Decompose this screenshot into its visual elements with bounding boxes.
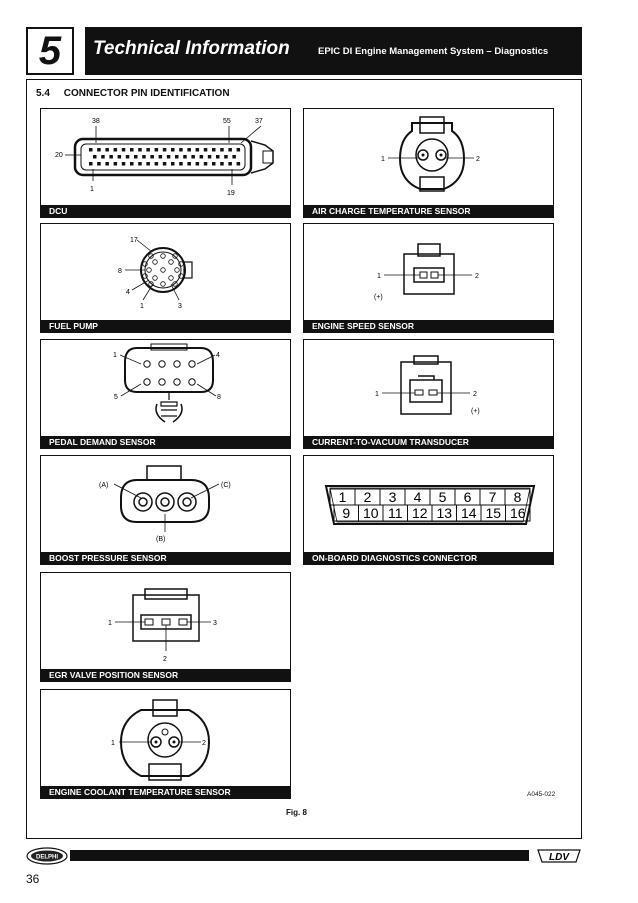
dcu-pin [216, 155, 220, 159]
dcu-pin [167, 155, 171, 159]
dcu-pin [220, 162, 224, 166]
fuel-pump-pin [179, 262, 184, 267]
fuel-pump-pin [161, 282, 166, 287]
dcu-pin [130, 148, 134, 152]
page-number: 36 [26, 872, 40, 886]
engine-speed-label: 2 [475, 273, 479, 280]
section-title: 5.4 CONNECTOR PIN IDENTIFICATION [36, 88, 230, 99]
fuel-pump-pin [153, 276, 158, 281]
dcu-label: 1 [90, 186, 94, 193]
obd-pin-number: 1 [338, 489, 347, 505]
pedal-pin [159, 379, 165, 385]
obd-pin-number: 9 [342, 505, 351, 521]
panel-caption: ENGINE COOLANT TEMPERATURE SENSOR [41, 786, 290, 798]
coolant-label: 1 [111, 740, 115, 747]
dcu-pin [163, 162, 167, 166]
dcu-pin [232, 155, 236, 159]
dcu-pin [150, 155, 154, 159]
pedal-label: 1 [113, 352, 117, 359]
fuel-pump-label: 17 [130, 237, 138, 244]
coolant-label: 2 [202, 740, 206, 747]
obd-pin-number: 10 [362, 505, 379, 521]
fuel-pump-pin [143, 262, 148, 267]
cv-label: 1 [375, 391, 379, 398]
panel-air-charge-temp [303, 108, 554, 218]
dcu-pin [138, 148, 142, 152]
dcu-pin [179, 162, 183, 166]
dcu-pin [208, 155, 212, 159]
pedal-pin [189, 361, 195, 367]
panel-caption: AIR CHARGE TEMPERATURE SENSOR [304, 205, 553, 217]
dcu-label: 20 [55, 152, 63, 159]
delphi-logo-text: DELPHI [35, 854, 59, 861]
dcu-pin [163, 148, 167, 152]
panel-egr-valve [40, 572, 291, 682]
fuel-pump-pin [175, 268, 180, 273]
dcu-pin [114, 162, 118, 166]
engine-speed-connector-drawing [304, 224, 555, 334]
panel-engine-speed [303, 223, 554, 333]
egr-label: 2 [163, 656, 167, 663]
dcu-pin [93, 155, 97, 159]
engine-speed-label: (+) [374, 294, 383, 301]
dcu-pin [220, 148, 224, 152]
dcu-pin [171, 148, 175, 152]
dcu-pin [122, 148, 126, 152]
figure-label: Fig. 8 [286, 808, 307, 817]
fuel-pump-pin [143, 274, 148, 279]
panel-caption: DCU [41, 205, 290, 217]
fuel-pump-connector-drawing [41, 224, 292, 334]
dcu-pin [191, 155, 195, 159]
dcu-pin [187, 148, 191, 152]
fuel-pump-pin [161, 254, 166, 259]
fuel-pump-pin [169, 276, 174, 281]
boost-label: (C) [221, 482, 231, 489]
dcu-pin [212, 148, 216, 152]
footer-bar [70, 850, 529, 861]
boost-label: (B) [156, 536, 166, 543]
cv-transducer-connector-drawing [304, 340, 555, 450]
egr-connector-drawing [41, 573, 292, 683]
panel-pedal-demand [40, 339, 291, 449]
dcu-pin [89, 148, 93, 152]
dcu-label: 19 [227, 190, 235, 197]
obd-pin-number: 8 [513, 489, 522, 505]
panel-cv-transducer [303, 339, 554, 449]
boost-pin [178, 493, 196, 511]
dcu-pin [237, 148, 241, 152]
boost-pin-inner [183, 498, 191, 506]
pedal-pin [174, 361, 180, 367]
pedal-label: 5 [114, 394, 118, 401]
dcu-pin [171, 162, 175, 166]
dcu-pin [146, 148, 150, 152]
panel-boost-pressure [40, 455, 291, 565]
dcu-label: 55 [223, 118, 231, 125]
dcu-pin [142, 155, 146, 159]
fuel-pump-pin [179, 274, 184, 279]
obd-pin-number: 3 [388, 489, 397, 505]
dcu-pin [105, 162, 109, 166]
fuel-pump-pin [153, 260, 158, 265]
panel-dcu [40, 108, 291, 218]
obd-pin-number: 12 [411, 505, 428, 521]
fuel-pump-pin [147, 268, 152, 273]
obd-pin-number: 2 [363, 489, 372, 505]
boost-pin-inner [161, 498, 169, 506]
dcu-pin [138, 162, 142, 166]
panel-fuel-pump [40, 223, 291, 333]
boost-pin [156, 493, 174, 511]
dcu-pin [130, 162, 134, 166]
pedal-pin [144, 361, 150, 367]
pedal-label: 8 [217, 394, 221, 401]
dcu-pin [126, 155, 130, 159]
pedal-pin [174, 379, 180, 385]
air-charge-label: 2 [476, 156, 480, 163]
dcu-pin [187, 162, 191, 166]
dcu-pin [204, 162, 208, 166]
cv-label: (+) [471, 408, 480, 415]
engine-speed-label: 1 [377, 273, 381, 280]
dcu-pin [105, 148, 109, 152]
panel-caption: FUEL PUMP [41, 320, 290, 332]
dcu-pin [155, 148, 159, 152]
dcu-pin [109, 155, 113, 159]
pedal-label: 4 [216, 352, 220, 359]
boost-pressure-connector-drawing [41, 456, 292, 566]
dcu-pin [200, 155, 204, 159]
dcu-pin [122, 162, 126, 166]
dcu-pin [204, 148, 208, 152]
pedal-pin [144, 379, 150, 385]
panel-caption: EGR VALVE POSITION SENSOR [41, 669, 290, 681]
obd-pin-number: 7 [488, 489, 497, 505]
dcu-pin [183, 155, 187, 159]
air-charge-label: 1 [381, 156, 385, 163]
dcu-pin [237, 162, 241, 166]
panel-caption: ON-BOARD DIAGNOSTICS CONNECTOR [304, 552, 553, 564]
obd-pin-number: 14 [460, 505, 477, 521]
boost-pin-inner [139, 498, 147, 506]
dcu-label: 37 [255, 118, 263, 125]
pedal-demand-connector-drawing [41, 340, 292, 450]
dcu-pin [228, 162, 232, 166]
dcu-pin [196, 148, 200, 152]
dcu-pin [155, 162, 159, 166]
egr-label: 1 [108, 620, 112, 627]
panel-obd [303, 455, 554, 565]
obd-pin-number: 5 [438, 489, 447, 505]
dcu-pin [134, 155, 138, 159]
figure-reference: A045-022 [527, 791, 556, 798]
obd-pin-number: 15 [485, 505, 502, 521]
obd-pin-number: 11 [387, 505, 403, 521]
dcu-pin [97, 162, 101, 166]
boost-label: (A) [99, 482, 109, 489]
panel-caption: CURRENT-TO-VACUUM TRANSDUCER [304, 436, 553, 448]
dcu-pin [97, 148, 101, 152]
fuel-pump-pin [161, 268, 166, 273]
dcu-pin [175, 155, 179, 159]
fuel-pump-pin [169, 260, 174, 265]
obd-pin-number: 4 [413, 489, 422, 505]
dcu-pin [196, 162, 200, 166]
dcu-pin [212, 162, 216, 166]
pedal-pin [159, 361, 165, 367]
dcu-pin [114, 148, 118, 152]
dcu-pin [159, 155, 163, 159]
panel-caption: ENGINE SPEED SENSOR [304, 320, 553, 332]
ldv-logo-text: LDV [549, 852, 569, 863]
dcu-label: 38 [92, 118, 100, 125]
coolant-connector-drawing [41, 690, 292, 800]
pedal-pin [189, 379, 195, 385]
page-subtitle: EPIC DI Engine Management System – Diagnostics [318, 46, 549, 57]
fuel-pump-label: 1 [140, 303, 144, 310]
cv-label: 2 [473, 391, 477, 398]
fuel-pump-label: 8 [118, 268, 122, 275]
dcu-pin [224, 155, 228, 159]
ldv-logo [536, 846, 582, 866]
dcu-connector-drawing [41, 109, 292, 219]
fuel-pump-label: 3 [178, 303, 182, 310]
dcu-pin [179, 148, 183, 152]
obd-connector-drawing [304, 456, 555, 566]
obd-pin-number: 16 [509, 505, 526, 521]
air-charge-connector-drawing [304, 109, 555, 219]
panel-caption: PEDAL DEMAND SENSOR [41, 436, 290, 448]
chapter-number: 5 [26, 27, 74, 75]
panel-caption: BOOST PRESSURE SENSOR [41, 552, 290, 564]
dcu-pin [89, 162, 93, 166]
dcu-pin [118, 155, 122, 159]
dcu-pin [101, 155, 105, 159]
egr-label: 3 [213, 620, 217, 627]
dcu-pin [228, 148, 232, 152]
fuel-pump-label: 4 [126, 289, 130, 296]
delphi-logo [26, 846, 68, 866]
panel-coolant-temp [40, 689, 291, 799]
obd-pin-number: 6 [463, 489, 472, 505]
obd-pin-number: 13 [436, 505, 453, 521]
dcu-pin [146, 162, 150, 166]
page-title: Technical Information [93, 38, 290, 59]
